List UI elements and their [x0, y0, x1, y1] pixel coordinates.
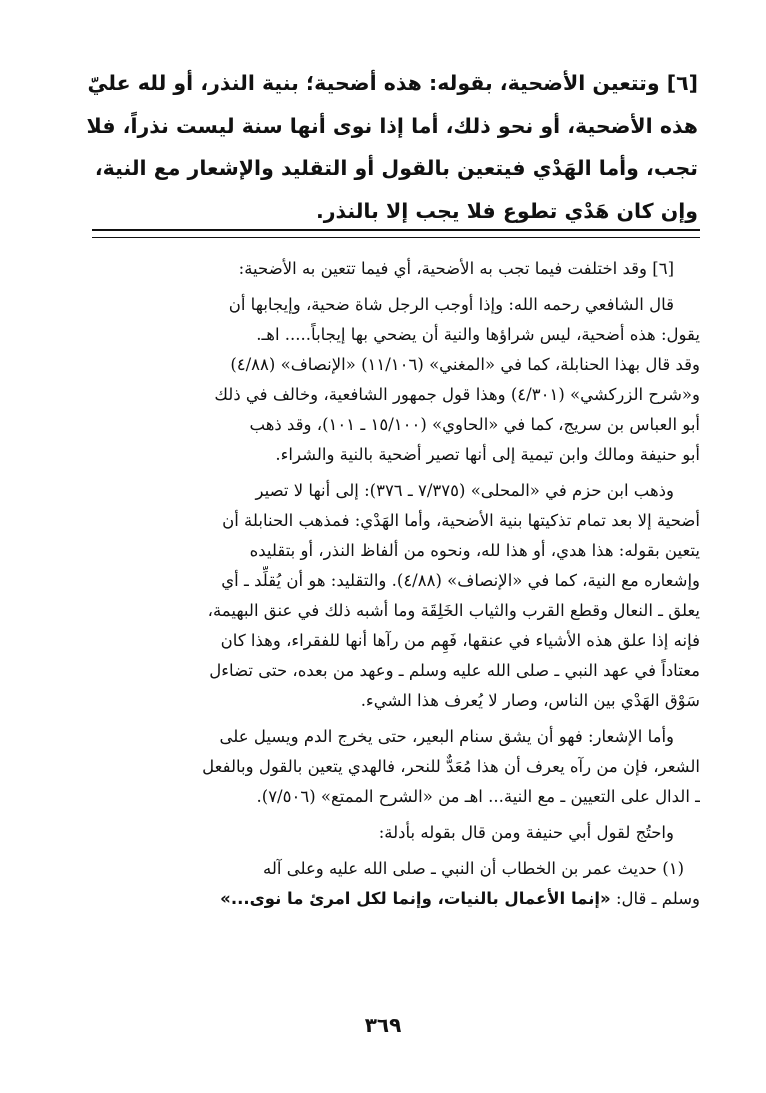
- sharh-line: فإنه إذا علق هذه الأشياء في عنقها، فَهِم من رآها أنها للفقراء، وهذا كان: [220, 631, 700, 650]
- matn-line: وإن كان هَدْي تطوع فلا يجب إلا بالنذر.: [315, 198, 698, 223]
- sharh-paragraph-2: [80, 290, 700, 470]
- sharh-line: وأما الإشعار: فهو أن يشق سنام البعير، حتى يخرج الدم ويسيل على: [219, 727, 674, 746]
- sharh-line: أضحية إلا بعد تمام تذكيتها بنية الأضحية، وأما الهَدْي: فمذهب الحنابلة أن: [222, 511, 700, 530]
- page-number: ٣٦٩: [364, 1013, 402, 1037]
- sharh-paragraph-5: [80, 818, 700, 848]
- sharh-line-hadith: [80, 884, 700, 914]
- sharh-paragraph-4: [80, 722, 700, 812]
- sharh-line: قال الشافعي رحمه الله: وإذا أوجب الرجل شاة ضحية، وإيجابها أن: [228, 295, 674, 314]
- sharh-line: يعلق ـ النعال وقطع القرب والثياب الخَلِقَة وما أشبه ذلك في عنق البهيمة،: [207, 601, 700, 620]
- sharh-line: وإشعاره مع النية، كما في «الإنصاف» (٤/٨٨). والتقليد: هو أن يُقلِّد ـ أي: [221, 571, 700, 590]
- matn-line: [٦] وتتعين الأضحية، بقوله: هذه أضحية؛ بنية النذر، أو لله عليّ: [87, 71, 698, 95]
- sharh-line: أبو حنيفة ومالك وابن تيمية إلى أنها تصير أضحية بالنية والشراء.: [275, 445, 700, 464]
- sharh-text: [80, 254, 700, 920]
- matn-line: تجب، وأما الهَدْي فيتعين بالقول أو التقليد والإشعار مع النية،: [94, 156, 698, 180]
- sharh-line: وذهب ابن حزم في «المحلى» (٧/٣٧٥ ـ ٣٧٦): إلى أنها لا تصير: [255, 481, 674, 500]
- sharh-line: [٦] وقد اختلفت فيما تجب به الأضحية، أي فيما تتعين به الأضحية:: [238, 259, 674, 278]
- separator-rule-thick: [92, 229, 700, 231]
- sharh-line: و«شرح الزركشي» (٤/٣٠١) وهذا قول جمهور الشافعية، وخالف في ذلك: [214, 385, 700, 404]
- separator-rule-thin: [92, 237, 700, 238]
- sharh-paragraph-6: [80, 854, 700, 914]
- matn-line: هذه الأضحية، أو نحو ذلك، أما إذا نوى أنها سنة ليست نذراً، فلا: [86, 113, 698, 138]
- sharh-line: معتاداً في عهد النبي ـ صلى الله عليه وسلم ـ وعهد من بعده، حتى تضاءل: [209, 661, 700, 680]
- sharh-line: واحتُج لقول أبي حنيفة ومن قال بقوله بأدلة:: [378, 823, 674, 842]
- sharh-line: يتعين بقوله: هذا هدي، أو هذا لله، ونحوه من ألفاظ النذر، أو بتقليده: [249, 541, 700, 560]
- sharh-line: (١) حديث عمر بن الخطاب أن النبي ـ صلى الله عليه وعلى آله: [263, 859, 684, 878]
- sharh-paragraph-3: [80, 476, 700, 716]
- matn-text: [76, 62, 698, 232]
- sharh-line: الشعر، فإن من رآه يعرف أن هذا مُعَدٌّ للنحر، فالهدي يتعين بالقول وبالفعل: [202, 757, 700, 776]
- sharh-line: سَوْق الهَدْي بين الناس، وصار لا يُعرف هذا الشيء.: [360, 691, 700, 710]
- sharh-line: يقول: هذه أضحية، ليس شراؤها والنية أن يضحي بها إيجاباً..... اهـ.: [256, 325, 700, 344]
- sharh-line: ـ الدال على التعيين ـ مع النية... اهـ من «الشرح الممتع» (٧/٥٠٦).: [256, 787, 700, 806]
- sharh-line: وقد قال بهذا الحنابلة، كما في «المغني» (١١/١٠٦) «الإنصاف» (٤/٨٨): [230, 355, 700, 374]
- hadith-intro: وسلم ـ قال:: [610, 889, 700, 908]
- sharh-paragraph-1: [80, 254, 700, 284]
- hadith-quote: «إنما الأعمال بالنيات، وإنما لكل امرئ ما نوى...»: [220, 889, 611, 908]
- sharh-line: أبو العباس بن سريج، كما في «الحاوي» (١٥/١٠٠ ـ ١٠١)، وقد ذهب: [249, 415, 700, 434]
